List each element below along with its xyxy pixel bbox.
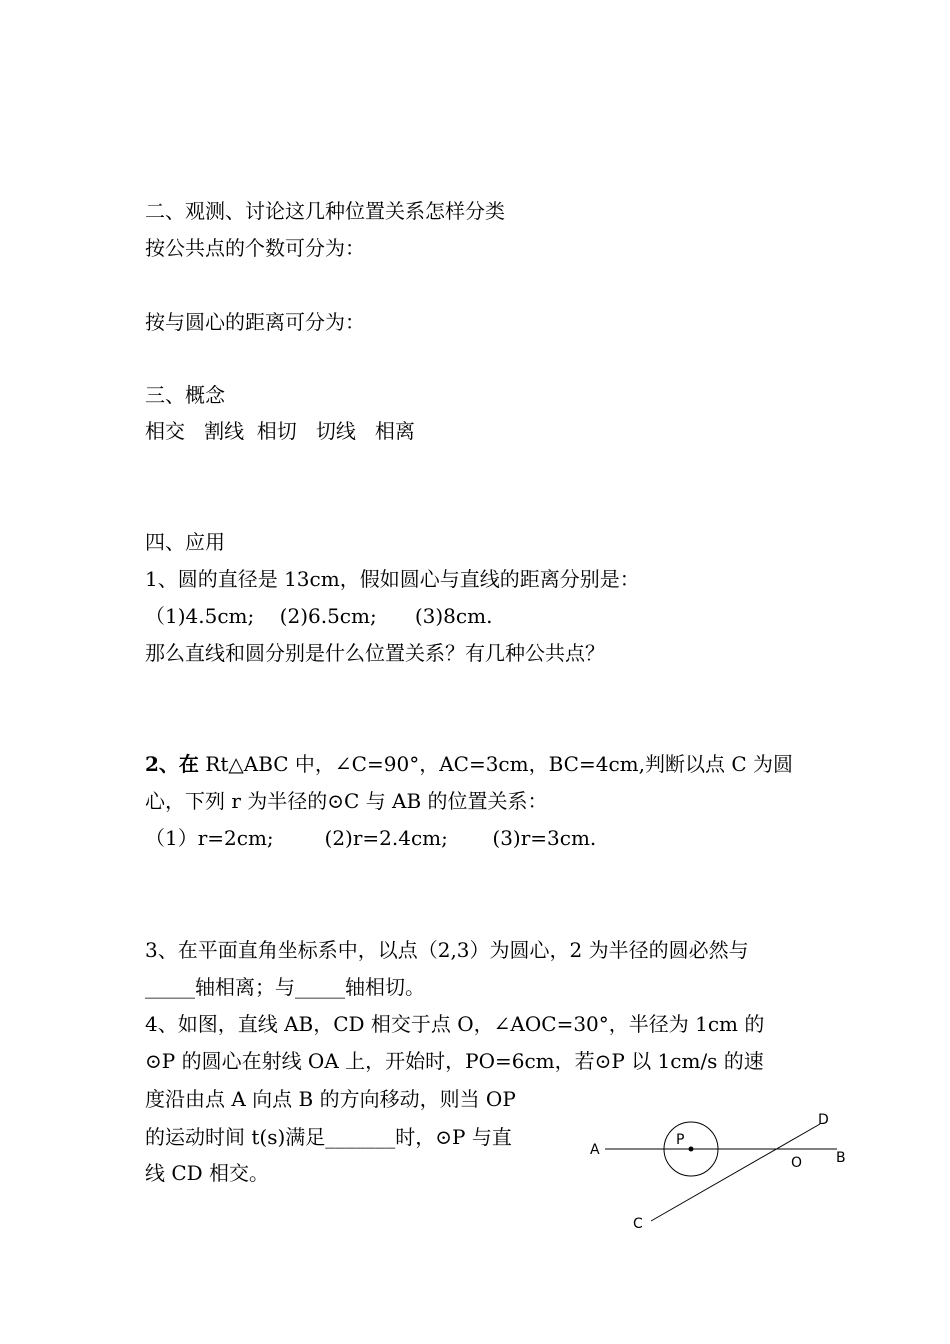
q2-line2: 心，下列 r 为半径的⊙C 与 AB 的位置关系： (145, 789, 548, 813)
label-c: C (633, 1216, 643, 1232)
label-d: D (818, 1112, 829, 1128)
q4-line4: 的运动时间 t(s)满足_______时，⊙P 与直 (145, 1125, 512, 1149)
q4-line2: ⊙P 的圆心在射线 OA 上，开始时，PO=6cm，若⊙P 以 1cm/s 的速 (145, 1049, 764, 1073)
label-o: O (791, 1155, 803, 1171)
q1-line1: 1、圆的直径是 13cm，假如圆心与直线的距离分别是： (145, 567, 640, 591)
q1-line3: 那么直线和圆分别是什么位置关系？有几种公共点？ (145, 641, 605, 665)
label-a: A (590, 1142, 600, 1158)
center-p-dot (689, 1147, 694, 1152)
geometry-figure (575, 1100, 865, 1235)
section2-heading: 二、观测、讨论这几种位置关系怎样分类 (145, 199, 505, 223)
q3-line2: _____轴相离；与_____轴相切。 (145, 975, 425, 999)
q2-number: 2、在 (145, 752, 199, 776)
classify-by-distance: 按与圆心的距离可分为： (145, 310, 365, 334)
concept-terms: 相交 割线 相切 切线 相离 (145, 419, 415, 443)
q3-line1: 3、在平面直角坐标系中，以点（2,3）为圆心，2 为半径的圆必然与 (145, 938, 749, 962)
classify-by-points: 按公共点的个数可分为： (145, 236, 365, 260)
q2-line1 (145, 751, 793, 777)
label-b: B (836, 1150, 846, 1166)
q4-line5: 线 CD 相交。 (145, 1161, 270, 1185)
section4-heading: 四、应用 (145, 530, 225, 554)
q4-line1: 4、如图，直线 AB，CD 相交于点 O，∠AOC=30°，半径为 1cm 的 (145, 1012, 765, 1036)
section3-heading: 三、概念 (145, 383, 225, 407)
q1-line2: （1)4.5cm; (2)6.5cm; (3)8cm. (145, 604, 493, 628)
q2-line3: （1）r=2cm; (2)r=2.4cm; (3)r=3cm. (145, 826, 597, 850)
label-p: P (676, 1132, 685, 1148)
q2-line1-text: Rt△ABC 中，∠C=90°，AC=3cm，BC=4cm,判断以点 C 为圆 (198, 752, 793, 776)
q4-line3: 度沿由点 A 向点 B 的方向移动，则当 OP (145, 1087, 516, 1111)
